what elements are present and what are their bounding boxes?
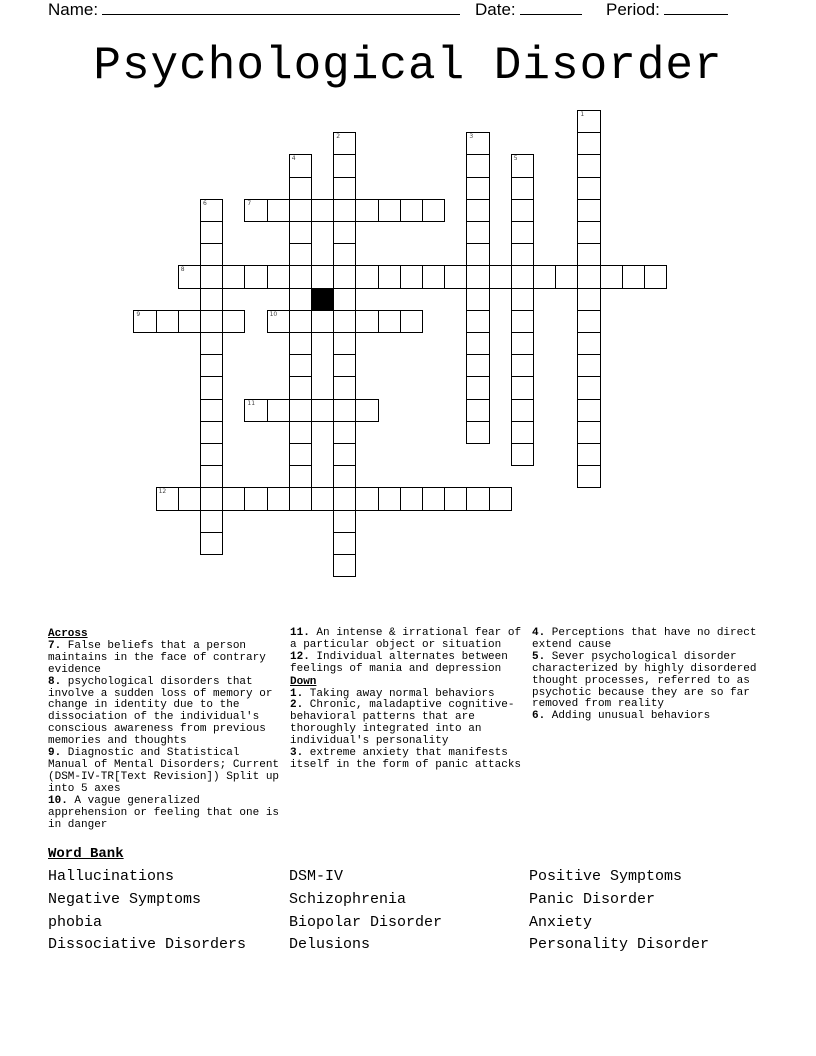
across-clue: [48, 796, 280, 832]
grid-cell[interactable]: [267, 265, 290, 288]
grid-cell[interactable]: [466, 487, 489, 510]
grid-cell[interactable]: [355, 199, 378, 222]
grid-cell[interactable]: [333, 288, 356, 311]
across-clue: [48, 641, 280, 677]
grid-cell[interactable]: [511, 354, 534, 377]
date-label: Date:: [475, 0, 516, 19]
grid-cell[interactable]: [333, 465, 356, 488]
grid-cell[interactable]: [311, 399, 334, 422]
word-bank-entry: Biopolar Disorder: [289, 913, 443, 931]
clue-number: 4.: [532, 627, 546, 639]
grid-cell[interactable]: [333, 376, 356, 399]
grid-cell[interactable]: [267, 310, 290, 333]
word-bank-entry: phobia: [48, 913, 103, 931]
grid-cell[interactable]: [378, 310, 401, 333]
grid-cell[interactable]: [577, 399, 600, 422]
grid-cell[interactable]: [511, 221, 534, 244]
grid-cell[interactable]: [200, 376, 223, 399]
word-bank-entry: Delusions: [289, 936, 371, 954]
clue-number: 2: [336, 133, 341, 141]
grid-cell[interactable]: [511, 288, 534, 311]
word-bank-title: Word Bank: [48, 846, 124, 862]
clue-number: 8: [180, 266, 185, 274]
word-bank-entry: Negative Symptoms: [48, 890, 202, 908]
grid-cell[interactable]: [577, 443, 600, 466]
grid-cell[interactable]: [511, 310, 534, 333]
grid-cell[interactable]: [378, 265, 401, 288]
grid-cell[interactable]: [200, 443, 223, 466]
grid-cell[interactable]: [200, 399, 223, 422]
grid-cell[interactable]: [577, 199, 600, 222]
grid-cell[interactable]: [644, 265, 667, 288]
clue-number: 10.: [48, 794, 68, 807]
grid-cell[interactable]: [511, 332, 534, 355]
grid-cell[interactable]: [466, 354, 489, 377]
clue-number: 1: [580, 111, 585, 118]
word-bank-entry: Positive Symptoms: [529, 868, 683, 885]
grid-cell[interactable]: [244, 199, 267, 222]
clues-column-1: [48, 628, 280, 831]
grid-cell[interactable]: [333, 421, 356, 444]
clue-text: Taking away normal behaviors: [303, 687, 495, 700]
clue-number: 7.: [48, 639, 62, 652]
grid-cell[interactable]: [400, 265, 423, 288]
down-clue: [290, 700, 522, 748]
grid-cell[interactable]: [333, 132, 356, 155]
grid-cell[interactable]: [333, 221, 356, 244]
grid-cell[interactable]: [577, 177, 600, 200]
grid-cell[interactable]: [444, 487, 467, 510]
grid-cell[interactable]: [422, 265, 445, 288]
clue-number: 12: [158, 488, 167, 496]
grid-cell[interactable]: [178, 265, 201, 288]
down-heading: Down: [290, 675, 317, 688]
grid-cell[interactable]: [511, 199, 534, 222]
grid-cell[interactable]: [244, 399, 267, 422]
grid-cell[interactable]: [577, 310, 600, 333]
grid-cell[interactable]: [355, 399, 378, 422]
grid-cell[interactable]: [466, 265, 489, 288]
grid-cell[interactable]: [200, 532, 223, 555]
grid-cell[interactable]: [466, 310, 489, 333]
grid-cell[interactable]: [466, 132, 489, 155]
clue-number: 11: [247, 399, 256, 407]
clue-number: 12.: [290, 650, 310, 663]
grid-cell[interactable]: [156, 487, 179, 510]
clue-number: 9.: [48, 747, 62, 760]
grid-cell[interactable]: [466, 421, 489, 444]
clue-text: Diagnostic and Statistical Manual of Mental Disorders; Current (DSM-IV-TR[Text Revision]) Split up into 5 axes: [48, 747, 280, 795]
grid-cell[interactable]: [333, 265, 356, 288]
grid-cell[interactable]: [244, 265, 267, 288]
clue-text: Chronic, maladaptive cognitive-behavioral patterns that are thoroughly integrated into an individual's personality: [290, 699, 515, 748]
grid-cell[interactable]: [289, 199, 312, 222]
grid-cell[interactable]: [466, 399, 489, 422]
grid-cell[interactable]: [200, 199, 223, 222]
grid-cell[interactable]: [311, 199, 334, 222]
grid-cell[interactable]: [333, 154, 356, 177]
across-heading: Across: [48, 628, 88, 640]
grid-cell[interactable]: [200, 310, 223, 333]
grid-cell[interactable]: [511, 443, 534, 466]
clue-text: A vague generalized apprehension or feeling that one is in danger: [48, 794, 280, 831]
grid-cell[interactable]: [200, 243, 223, 266]
grid-cell[interactable]: [466, 221, 489, 244]
across-clue: [48, 677, 280, 748]
grid-cell[interactable]: [466, 243, 489, 266]
grid-cell[interactable]: [200, 465, 223, 488]
grid-cell[interactable]: [466, 288, 489, 311]
down-clue: [532, 652, 768, 712]
grid-cell[interactable]: [200, 510, 223, 533]
grid-cell[interactable]: [555, 265, 578, 288]
grid-cell[interactable]: [577, 465, 600, 488]
grid-cell[interactable]: [244, 487, 267, 510]
clue-number: 2.: [290, 699, 304, 712]
grid-cell[interactable]: [333, 510, 356, 533]
grid-cell[interactable]: [200, 221, 223, 244]
across-clue: [290, 652, 522, 676]
grid-cell[interactable]: [267, 399, 290, 422]
clue-number: 5.: [532, 650, 546, 663]
grid-cell[interactable]: [333, 243, 356, 266]
clue-number: 1.: [290, 687, 304, 700]
grid-cell[interactable]: [333, 554, 356, 577]
clue-text: Sever psychological disorder characterized by highly disordered thought processes, referred to as psychotic because they are so far removed from reality: [532, 650, 757, 711]
clue-number: 6.: [532, 710, 546, 723]
grid-cell[interactable]: [577, 354, 600, 377]
word-bank-entry: Hallucinations: [48, 868, 175, 885]
grid-cell[interactable]: [289, 265, 312, 288]
clue-text: Adding unusual behaviors: [545, 710, 711, 723]
grid-cell[interactable]: [466, 332, 489, 355]
grid-cell[interactable]: [511, 154, 534, 177]
grid-cell[interactable]: [333, 532, 356, 555]
grid-cell[interactable]: [511, 376, 534, 399]
grid-cell[interactable]: [333, 354, 356, 377]
grid-cell[interactable]: [289, 443, 312, 466]
grid-cell[interactable]: [622, 265, 645, 288]
grid-cell[interactable]: [222, 487, 245, 510]
word-bank-entry: Panic Disorder: [529, 890, 656, 908]
across-clue: [48, 748, 280, 796]
grid-cell[interactable]: [178, 310, 201, 333]
grid-cell[interactable]: [400, 310, 423, 333]
word-bank-entry: Anxiety: [529, 913, 593, 931]
word-bank-entry: Personality Disorder: [529, 936, 710, 954]
grid-cell[interactable]: [355, 487, 378, 510]
grid-cell[interactable]: [577, 376, 600, 399]
grid-cell[interactable]: [400, 199, 423, 222]
grid-cell[interactable]: [511, 399, 534, 422]
grid-cell[interactable]: [466, 177, 489, 200]
grid-cell[interactable]: [577, 421, 600, 444]
clue-number: 5: [513, 155, 518, 163]
clue-number: 9: [136, 310, 141, 318]
name-label: Name:: [48, 0, 99, 19]
grid-cell[interactable]: [333, 487, 356, 510]
grid-cell[interactable]: [200, 332, 223, 355]
clue-number: 6: [203, 199, 207, 207]
grid-cell[interactable]: [311, 265, 334, 288]
word-bank-entry: Dissociative Disorders: [48, 936, 247, 954]
clue-number: 4: [291, 155, 296, 163]
grid-cell[interactable]: [222, 265, 245, 288]
grid-cell[interactable]: [333, 310, 356, 333]
grid-cell[interactable]: [289, 421, 312, 444]
grid-cell[interactable]: [355, 265, 378, 288]
grid-cell[interactable]: [200, 354, 223, 377]
grid-cell[interactable]: [200, 265, 223, 288]
grid-cell[interactable]: [289, 177, 312, 200]
grid-cell[interactable]: [577, 132, 600, 155]
clue-number: 11.: [290, 627, 310, 639]
grid-cell[interactable]: [289, 243, 312, 266]
grid-cell[interactable]: [311, 310, 334, 333]
grid-cell[interactable]: [577, 288, 600, 311]
grid-cell[interactable]: [289, 310, 312, 333]
grid-cell[interactable]: [200, 288, 223, 311]
clue-number: 3: [469, 133, 474, 141]
down-clue: [532, 628, 768, 652]
blocked-cell: [311, 288, 334, 311]
clue-text: Individual alternates between feelings of mania and depression: [290, 650, 508, 675]
grid-cell[interactable]: [311, 487, 334, 510]
grid-cell[interactable]: [489, 487, 512, 510]
clue-text: extreme anxiety that manifests itself in the form of panic attacks: [290, 747, 522, 771]
clue-text: Perceptions that have no direct extend cause: [532, 627, 757, 651]
clues-column-3: [532, 628, 768, 723]
clue-text: An intense & irrational fear of a particular object or situation: [290, 627, 522, 651]
grid-cell[interactable]: [333, 199, 356, 222]
grid-cell[interactable]: [267, 487, 290, 510]
grid-cell[interactable]: [289, 487, 312, 510]
clue-text: psychological disorders that involve a sudden loss of memory or change in identity due to the dissociation of the individual's conscious awareness from previous memories and thoughts: [48, 675, 273, 748]
grid-cell[interactable]: [511, 243, 534, 266]
clue-number: 3.: [290, 747, 304, 760]
across-clue: [290, 628, 522, 652]
grid-cell[interactable]: [333, 443, 356, 466]
grid-cell[interactable]: [533, 265, 556, 288]
grid-cell[interactable]: [466, 154, 489, 177]
grid-cell[interactable]: [422, 199, 445, 222]
down-clue: [290, 748, 522, 772]
grid-cell[interactable]: [289, 288, 312, 311]
grid-cell[interactable]: [577, 110, 600, 133]
grid-cell[interactable]: [355, 310, 378, 333]
grid-cell[interactable]: [511, 177, 534, 200]
clue-number: 10: [269, 310, 278, 318]
grid-cell[interactable]: [289, 376, 312, 399]
grid-cell[interactable]: [511, 265, 534, 288]
down-clue: [532, 711, 768, 723]
grid-cell[interactable]: [289, 399, 312, 422]
grid-cell[interactable]: [422, 487, 445, 510]
grid-cell[interactable]: [511, 421, 534, 444]
grid-cell[interactable]: [577, 332, 600, 355]
grid-cell[interactable]: [289, 465, 312, 488]
grid-cell[interactable]: [178, 487, 201, 510]
grid-cell[interactable]: [600, 265, 623, 288]
grid-cell[interactable]: [577, 221, 600, 244]
grid-cell[interactable]: [333, 332, 356, 355]
grid-cell[interactable]: [289, 354, 312, 377]
grid-cell[interactable]: [267, 199, 290, 222]
clue-text: False beliefs that a person maintains in the face of contrary evidence: [48, 639, 266, 676]
grid-cell[interactable]: [378, 487, 401, 510]
grid-cell[interactable]: [466, 376, 489, 399]
clue-number: 7: [247, 199, 252, 207]
grid-cell[interactable]: [133, 310, 156, 333]
page-title: Psychological Disorder: [93, 40, 723, 92]
grid-cell[interactable]: [289, 154, 312, 177]
clue-number: 8.: [48, 675, 62, 688]
grid-cell[interactable]: [444, 265, 467, 288]
period-label: Period:: [606, 0, 660, 19]
grid-cell[interactable]: [333, 177, 356, 200]
grid-cell[interactable]: [577, 154, 600, 177]
grid-cell[interactable]: [289, 221, 312, 244]
grid-cell[interactable]: [200, 487, 223, 510]
clues-column-2: [290, 628, 522, 772]
grid-cell[interactable]: [200, 421, 223, 444]
grid-cell[interactable]: [156, 310, 179, 333]
grid-cell[interactable]: [489, 265, 512, 288]
grid-cell[interactable]: [577, 265, 600, 288]
word-bank-entry: DSM-IV: [289, 868, 344, 885]
grid-cell[interactable]: [466, 199, 489, 222]
grid-cell[interactable]: [289, 332, 312, 355]
grid-cell[interactable]: [577, 243, 600, 266]
grid-cell[interactable]: [333, 399, 356, 422]
word-bank-entry: Schizophrenia: [289, 890, 407, 908]
grid-cell[interactable]: [378, 199, 401, 222]
grid-cell[interactable]: [222, 310, 245, 333]
grid-cell[interactable]: [400, 487, 423, 510]
